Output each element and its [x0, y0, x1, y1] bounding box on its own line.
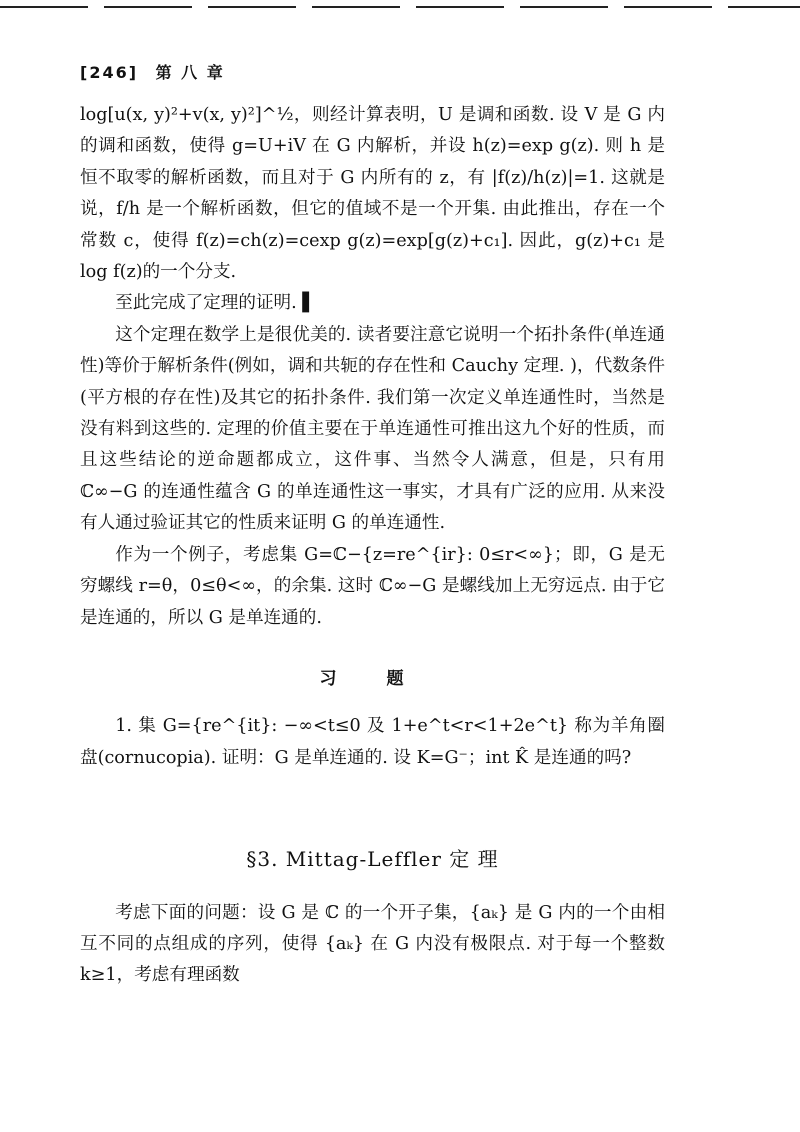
paragraph-proof-end: log[u(x, y)²+v(x, y)²]^½，则经计算表明，U 是调和函数. 设 V 是 G 内的调和函数，使得 g=U+iV 在 G 内解析，并设 h(z)=exp g(z). 则 h 是恒不取零的解析函数，而且对于 G 内所有的 z，有 |f(z)/h(z)|=1. 这就是说，f/h 是一个解析函数，但它的值域不是一个开集. 由此推出，存在一个常数 c，使得 f(z)=ch(z)=cexp g(z)=exp[g(z)+c₁]. 因此，g(z)+c₁ 是 log f(z)的一个分支. [80, 105, 665, 283]
exercise-item: 1. 集 G={re^{it}: −∞<t≤0 及 1+e^t<r<1+2e^t} 称为羊角圈盘(cornucopia). 证明：G 是单连通的. 设 K=G⁻；int K̂ 是连通的吗? [80, 716, 665, 768]
paragraph-remark: 这个定理在数学上是很优美的. 读者要注意它说明一个拓扑条件(单连通性)等价于解析条件(例如，调和共轭的存在性和 Cauchy 定理. )，代数条件(平方根的存在性)及其它的拓扑条件. 我们第一次定义单连通性时，当然是没有料到这些的. 定理的价值主要在于单连通性可推出这九个好的性质，而且这些结论的逆命题都成立，这件事、当然令人满意，但是，只有用 ℂ∞−G 的连通性蕴含 G 的单连通性这一事实，才具有广泛的应用. 从来没有人通过验证其它的性质来证明 G 的单连通性. [80, 324, 665, 534]
exercises-title: 习 题 [319, 668, 426, 689]
paragraph-example: 作为一个例子，考虑集 G=ℂ−{z=re^{ir}: 0≤r<∞}；即，G 是无穷螺线 r=θ，0≤θ<∞，的余集. 这时 ℂ∞−G 是螺线加上无穷远点. 由于它是连通的，所以 G 是单连通的. [80, 544, 665, 628]
top-rule [0, 6, 800, 8]
section-title: §3. Mittag-Leffler 定 理 [246, 847, 499, 872]
page-body [80, 100, 665, 992]
paragraph-qed: 至此完成了定理的证明. ▌ [115, 293, 316, 314]
chapter-label: 第 八 章 [155, 63, 225, 82]
section-paragraph: 考虑下面的问题：设 G 是 ℂ 的一个开子集，{aₖ} 是 G 内的一个由相互不同的点组成的序列，使得 {aₖ} 在 G 内没有极限点. 对于每一个整数 k≥1，考虑有理函数 [80, 902, 665, 986]
page-number: [246] [80, 63, 139, 82]
running-header [80, 60, 225, 83]
